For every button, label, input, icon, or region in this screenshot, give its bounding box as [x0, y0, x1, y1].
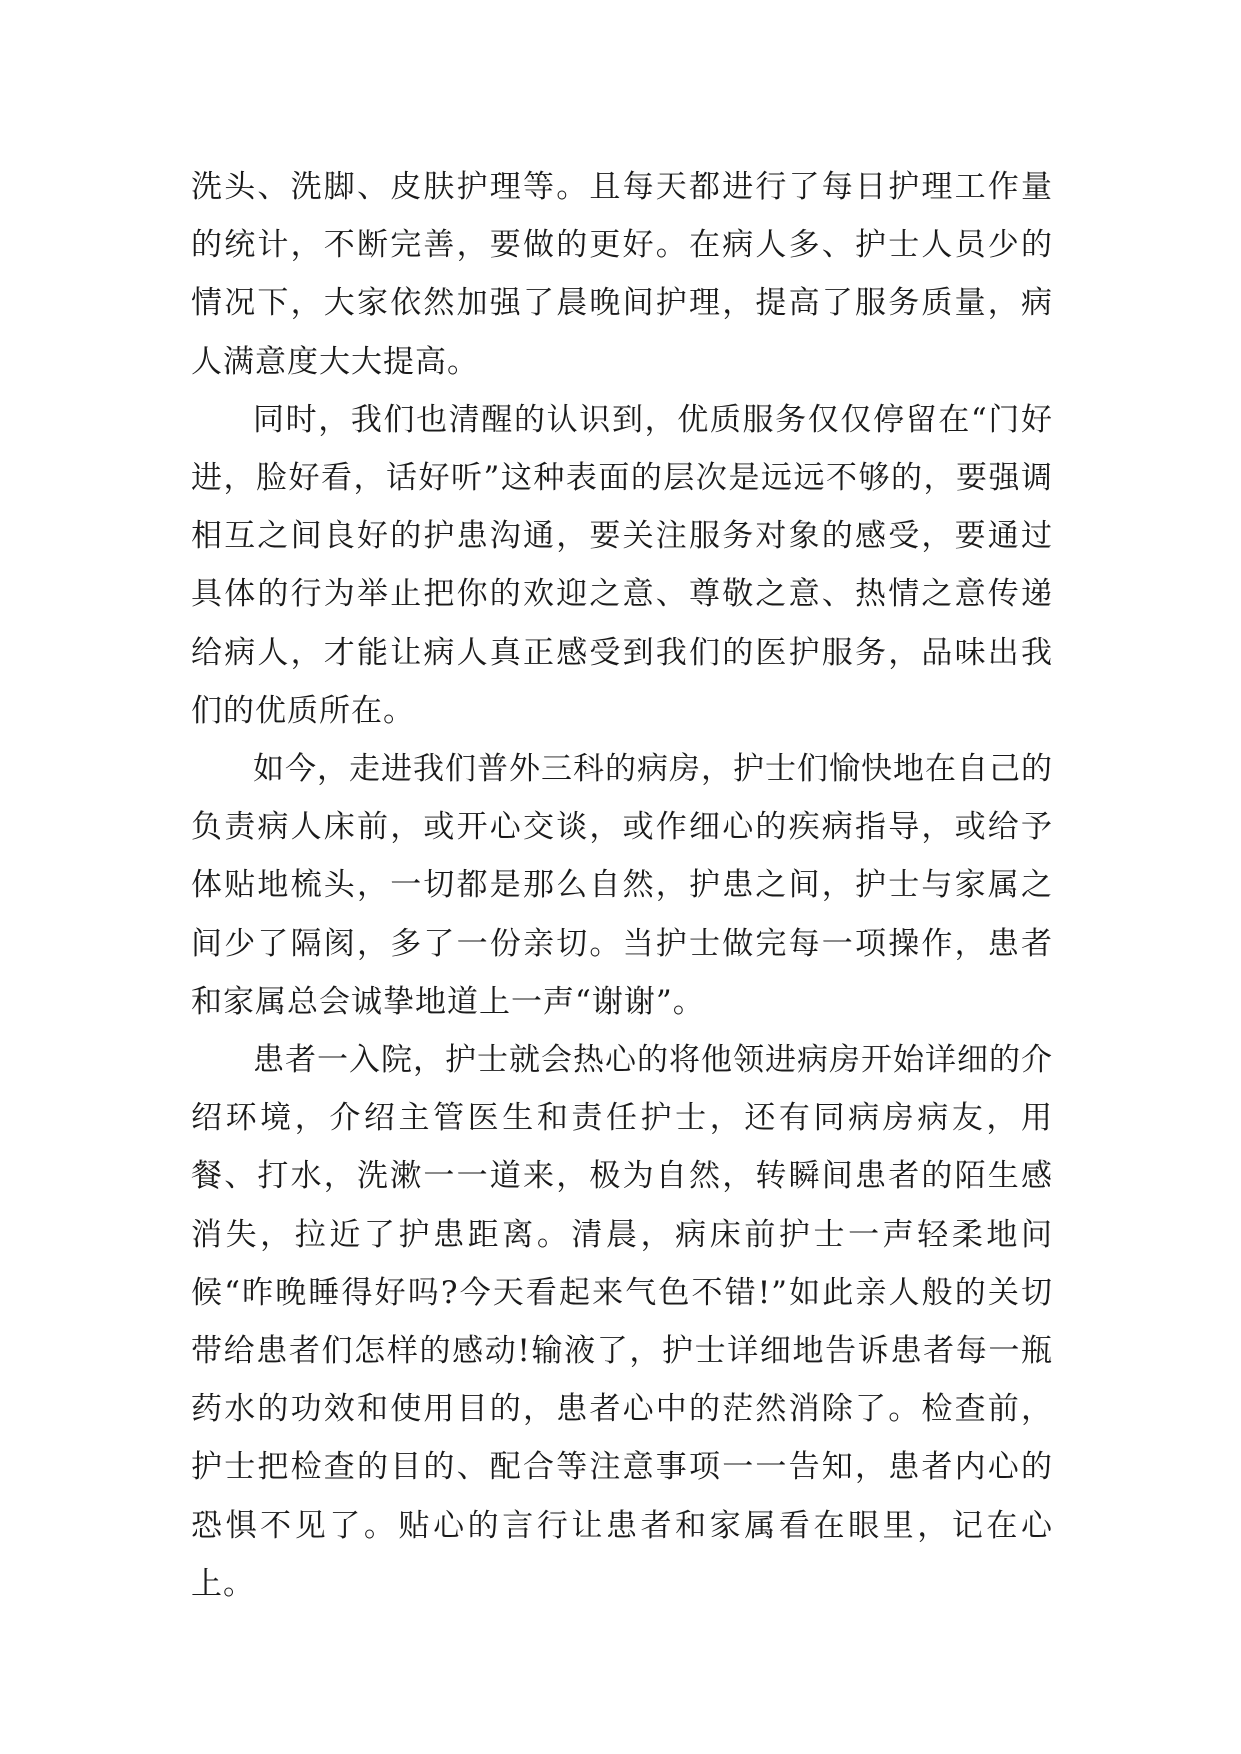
document-body	[191, 158, 1053, 1613]
paragraph-1: 洗头、洗脚、皮肤护理等。且每天都进行了每日护理工作量的统计，不断完善，要做的更好。在病人多、护士人员少的情况下，大家依然加强了晨晚间护理，提高了服务质量，病人满意度大大提高。	[191, 169, 1053, 380]
paragraph-4: 患者一入院，护士就会热心的将他领进病房开始详细的介绍环境，介绍主管医生和责任护士，还有同病房病友，用餐、打水，洗漱一一道来，极为自然，转瞬间患者的陌生感消失，拉近了护患距离。清晨，病床前护士一声轻柔地问候“昨晚睡得好吗?今天看起来气色不错!”如此亲人般的关切带给患者们怎样的感动!输液了，护士详细地告诉患者每一瓶药水的功效和使用目的，患者心中的茫然消除了。检查前，护士把检查的目的、配合等注意事项一一告知，患者内心的恐惧不见了。贴心的言行让患者和家属看在眼里，记在心上。	[191, 1042, 1053, 1602]
paragraph-3: 如今，走进我们普外三科的病房，护士们愉快地在自己的负责病人床前，或开心交谈，或作细心的疾病指导，或给予体贴地梳头，一切都是那么自然，护患之间，护士与家属之间少了隔阂，多了一份亲切。当护士做完每一项操作，患者和家属总会诚挚地道上一声“谢谢”。	[191, 751, 1053, 1020]
paragraph-2: 同时，我们也清醒的认识到，优质服务仅仅停留在“门好进，脸好看，话好听”这种表面的层次是远远不够的，要强调相互之间良好的护患沟通，要关注服务对象的感受，要通过具体的行为举止把你的欢迎之意、尊敬之意、热情之意传递给病人，才能让病人真正感受到我们的医护服务，品味出我们的优质所在。	[191, 401, 1053, 729]
